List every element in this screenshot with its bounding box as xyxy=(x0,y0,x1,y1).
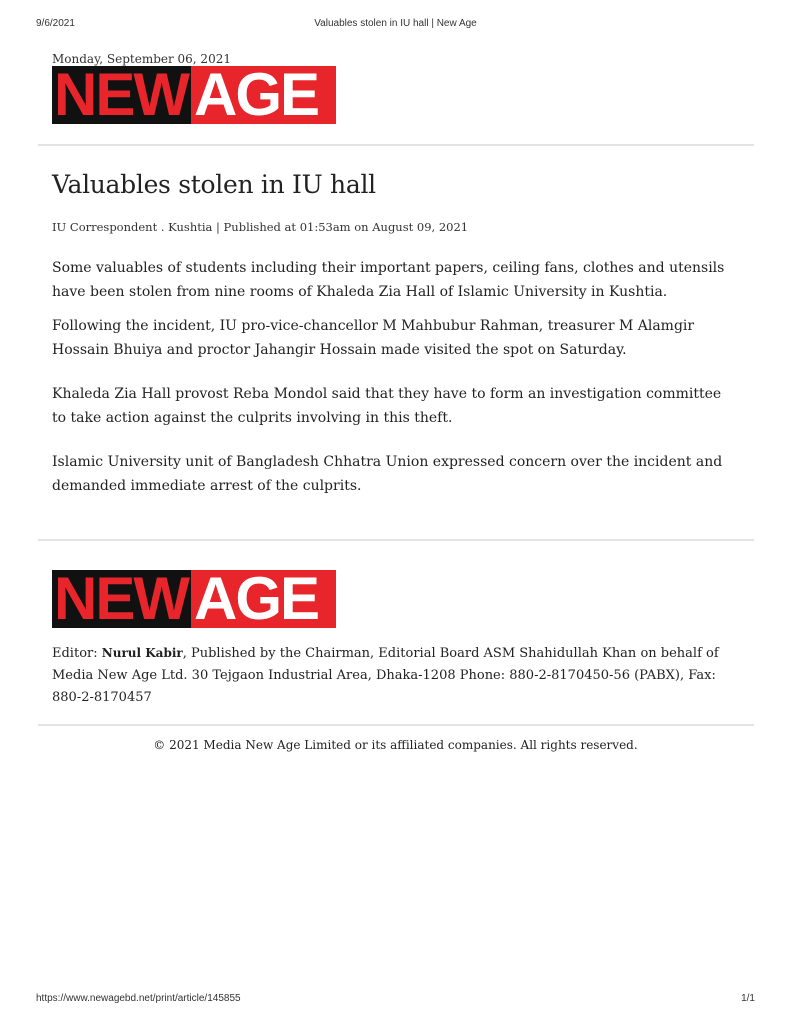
article-title: Valuables stolen in IU hall xyxy=(52,170,376,199)
logo-text-new: NEW xyxy=(54,66,188,124)
copyright-notice: © 2021 Media New Age Limited or its affiliated companies. All rights reserved. xyxy=(153,738,638,752)
logo-text-age: AGE xyxy=(194,66,319,124)
logo-text-new: NEW xyxy=(54,570,188,628)
article-paragraph: Islamic University unit of Bangladesh Chhatra Union expressed concern over the incident and demanded immediate arrest of the culprits. xyxy=(52,454,723,494)
article-byline: IU Correspondent . Kushtia | Published at 01:53am on August 09, 2021 xyxy=(52,220,469,234)
newage-footer-logo[interactable] xyxy=(52,570,336,628)
print-date: 9/6/2021 xyxy=(36,18,75,29)
article-body xyxy=(52,256,732,498)
divider-middle xyxy=(38,539,754,541)
article-paragraph: Following the incident, IU pro-vice-chancellor M Mahbubur Rahman, treasurer M Alamgir Hossain Bhuiya and proctor Jahangir Hossain made visited the spot on Saturday. xyxy=(52,318,695,358)
print-title: Valuables stolen in IU hall | New Age xyxy=(314,18,477,29)
editor-label: Editor: xyxy=(52,646,98,661)
article-paragraph: Khaleda Zia Hall provost Reba Mondol said that they have to form an investigation committee to take action against the culprits involving in this theft. xyxy=(52,386,722,426)
footer-publisher-info xyxy=(52,642,732,709)
print-page-number: 1/1 xyxy=(741,993,755,1004)
newage-logo[interactable] xyxy=(52,66,336,124)
divider-footer xyxy=(38,724,754,726)
print-url[interactable]: https://www.newagebd.net/print/article/145855 xyxy=(36,993,241,1004)
publisher-text: , Published by the Chairman, Editorial Board ASM Shahidullah Khan on behalf of Media New Age Ltd. 30 Tejgaon Industrial Area, Dhaka-1208 Phone: 880-2-8170450-56 (PABX), Fax: 880-2-8170457 xyxy=(52,646,719,705)
logo-text-age: AGE xyxy=(194,570,319,628)
masthead-date: Monday, September 06, 2021 xyxy=(52,52,231,66)
divider-top xyxy=(38,144,754,146)
editor-name: Nurul Kabir xyxy=(101,646,183,660)
article-paragraph: Some valuables of students including their important papers, ceiling fans, clothes and utensils have been stolen from nine rooms of Khaleda Zia Hall of Islamic University in Kushtia. xyxy=(52,260,725,300)
